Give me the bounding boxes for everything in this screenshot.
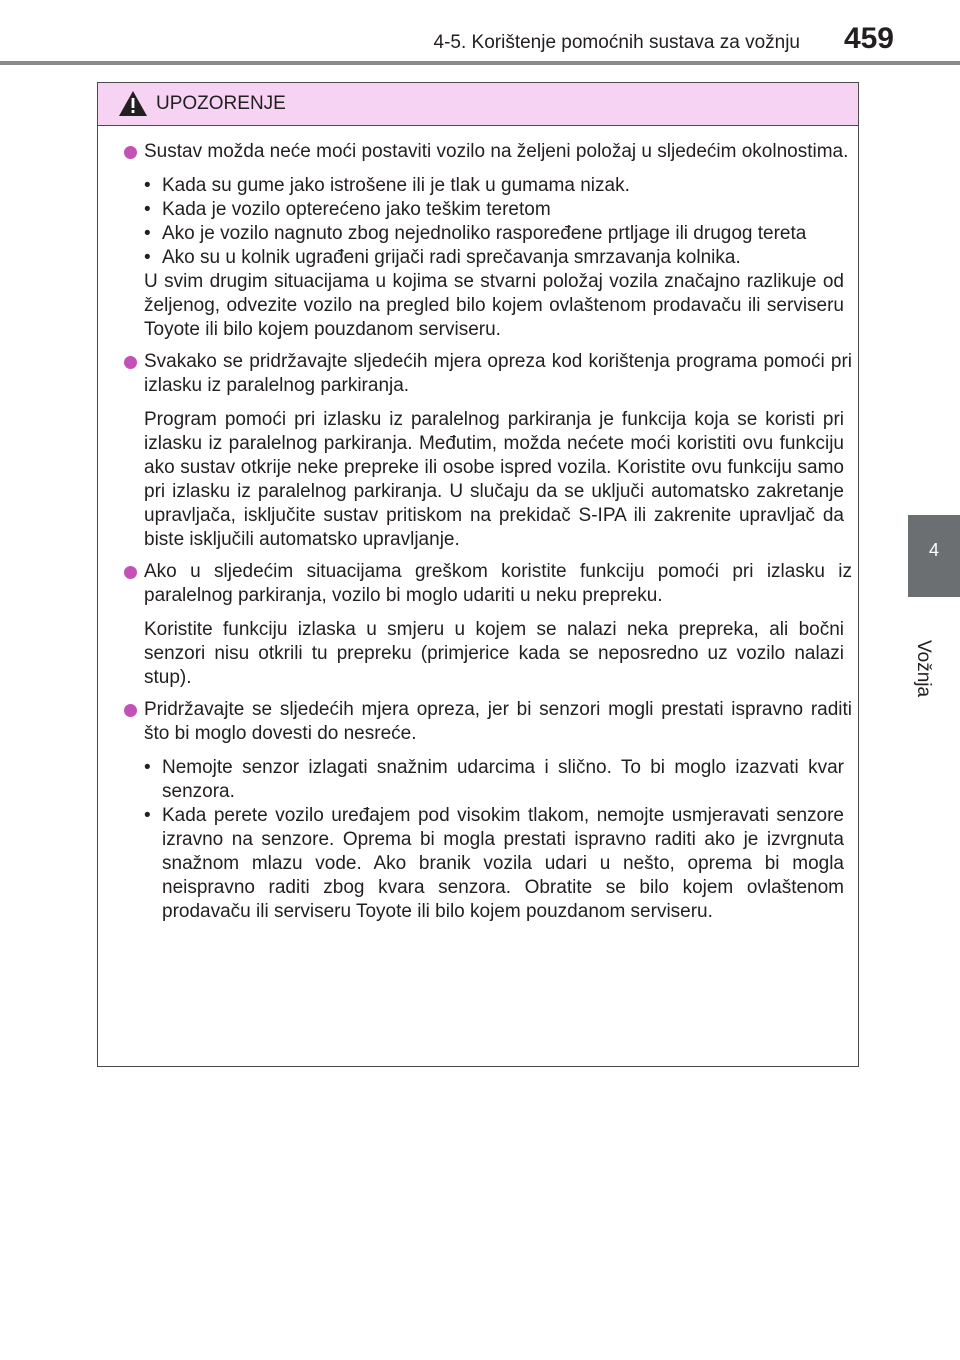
sub-list-item [144, 756, 844, 804]
warning-item-text: Pridržavajte se sljedećih mjera opreza, jer bi senzori mogli prestati ispravno raditi što bi moglo dovesti do nesreće. [144, 699, 852, 744]
chapter-tab [908, 515, 960, 597]
warning-item-text: Sustav možda neće moći postaviti vozilo na željeni položaj u sljedećim okolnostima. [144, 141, 849, 162]
warning-body [98, 126, 858, 924]
sub-list-item [144, 246, 844, 270]
sub-bullet-icon: • [144, 805, 151, 826]
bullet-dot-icon [124, 146, 137, 159]
warning-item-text: Svakako se pridržavajte sljedećih mjera opreza kod korištenja programa pomoći pri izlasku iz paralelnog parkiranja. [144, 351, 852, 396]
bullet-dot-icon [124, 704, 137, 717]
sub-list [144, 756, 852, 924]
page-number: 459 [843, 22, 894, 55]
bullet-dot-icon [124, 566, 137, 579]
sub-list-item [144, 804, 844, 924]
sub-list-item-text: Nemojte senzor izlagati snažnim udarcima i slično. To bi moglo izazvati kvar senzora. [162, 757, 844, 802]
warning-item [114, 698, 852, 924]
sub-bullet-icon: • [144, 199, 151, 220]
warning-triangle-icon [118, 90, 148, 117]
sub-bullet-icon: • [144, 223, 151, 244]
header-rule [0, 61, 960, 65]
chapter-number: 4 [928, 540, 939, 560]
warning-box [97, 82, 859, 1067]
chapter-label: Vožnja [913, 640, 934, 698]
bullet-dot-icon [124, 356, 137, 369]
sub-bullet-icon: • [144, 247, 151, 268]
sub-list-item [144, 174, 844, 198]
warning-item-paragraph: Program pomoći pri izlasku iz paralelnog parkiranja je funkcija koja se koristi pri izlasku iz paralelnog parkiranja. Međutim, možda nećete moći koristiti ovu funkciju ako sustav otkrije neke prepreke ili osobe ispred vozila. Koristite ovu funkciju samo pri izlasku iz paralelnog parkiranja. U slučaju da se uključi automatsko zakretanje upravljača, isključite sustav pritiskom na prekidač S-IPA ili zakrenite upravljač da biste isključili automatsko upravljanje. [144, 409, 844, 550]
warning-item [114, 140, 852, 342]
warning-title: UPOZORENJE [156, 93, 286, 114]
warning-item-text: Ako u sljedećim situacijama greškom koristite funkciju pomoći pri izlasku iz paralelnog parkiranja, vozilo bi moglo udariti u neku prepreku. [144, 561, 852, 606]
sub-list-item [144, 198, 844, 222]
warning-item-note: U svim drugim situacijama u kojima se stvarni položaj vozila značajno razlikuje od željenog, odvezite vozilo na pregled bilo kojem ovlaštenom prodavaču ili serviseru Toyote ili bilo kojem pouzdanom serviseru. [144, 271, 844, 340]
sub-list-item-text: Ako je vozilo nagnuto zbog nejednoliko raspoređene prtljage ili drugog tereta [162, 223, 807, 244]
sub-list [144, 174, 852, 270]
sub-list-item-text: Kada je vozilo opterećeno jako teškim teretom [162, 199, 551, 220]
warning-header [98, 83, 858, 126]
sub-list-item-text: Ako su u kolnik ugrađeni grijači radi sprečavanja smrzavanja kolnika. [162, 247, 741, 268]
warning-item-paragraph: Koristite funkciju izlaska u smjeru u kojem se nalazi neka prepreka, ali bočni senzori nisu otkrili tu prepreku (primjerice kada se neposredno uz vozilo nalazi stup). [144, 619, 844, 688]
sub-list-item-text: Kada perete vozilo uređajem pod visokim tlakom, nemojte usmjeravati senzore izravno na senzore. Oprema bi mogla prestati ispravno raditi ako je izvrgnuta snažnom mlazu vode. Ako branik vozila udari u nešto, oprema bi mogla neispravno raditi zbog kvara senzora. Obratite se bilo kojem ovlaštenom prodavaču ili serviseru Toyote ili bilo kojem pouzdanom serviseru. [162, 805, 844, 922]
sub-list-item-text: Kada su gume jako istrošene ili je tlak u gumama nizak. [162, 175, 630, 196]
sub-bullet-icon: • [144, 175, 151, 196]
sub-list-item [144, 222, 844, 246]
warning-item [114, 560, 852, 690]
sub-bullet-icon: • [144, 757, 151, 778]
section-title: 4-5. Korištenje pomoćnih sustava za vožnju [433, 32, 800, 53]
warning-item [114, 350, 852, 552]
